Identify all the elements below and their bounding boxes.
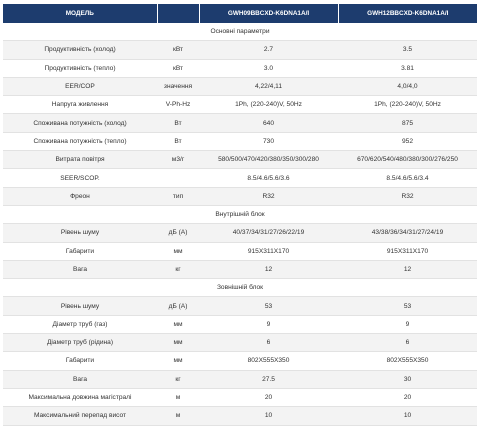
table-row xyxy=(3,132,477,150)
table-row xyxy=(3,59,477,77)
unit-cell: м xyxy=(157,388,199,406)
spec-table xyxy=(3,4,477,426)
value-model-b-cell: 875 xyxy=(338,114,477,132)
section-title: Основні параметри xyxy=(3,23,477,41)
unit-cell: мм xyxy=(157,334,199,352)
value-model-a-cell: 20 xyxy=(199,388,338,406)
value-model-a-cell: 730 xyxy=(199,132,338,150)
unit-cell: дБ (А) xyxy=(157,224,199,242)
param-name-cell: Продуктивність (холод) xyxy=(3,41,157,59)
param-name-cell: EER/COP xyxy=(3,77,157,95)
unit-cell: тип xyxy=(157,187,199,205)
value-model-a-cell: 1Ph, (220-240)V, 50Hz xyxy=(199,96,338,114)
table-row xyxy=(3,388,477,406)
param-name-cell: Рівень шуму xyxy=(3,224,157,242)
value-model-b-cell: R32 xyxy=(338,187,477,205)
table-row xyxy=(3,260,477,278)
param-name-cell: Максимальна довжина магістралі xyxy=(3,388,157,406)
unit-cell: мм xyxy=(157,352,199,370)
unit-cell: Вт xyxy=(157,132,199,150)
unit-cell: значення xyxy=(157,77,199,95)
value-model-b-cell: 20 xyxy=(338,388,477,406)
unit-cell xyxy=(157,169,199,187)
table-row xyxy=(3,224,477,242)
value-model-a-cell: 3.0 xyxy=(199,59,338,77)
value-model-b-cell: 8.5/4.6/5.6/3.4 xyxy=(338,169,477,187)
unit-cell: м xyxy=(157,407,199,425)
table-row xyxy=(3,242,477,260)
value-model-a-cell: 10 xyxy=(199,407,338,425)
param-name-cell: Фреон xyxy=(3,187,157,205)
table-row xyxy=(3,187,477,205)
section-row xyxy=(3,205,477,223)
value-model-b-cell: 12 xyxy=(338,260,477,278)
param-name-cell: Витрата повітря xyxy=(3,151,157,169)
param-name-cell: SEER/SCOP. xyxy=(3,169,157,187)
value-model-b-cell: 30 xyxy=(338,370,477,388)
value-model-b-cell: 1Ph, (220-240)V, 50Hz xyxy=(338,96,477,114)
value-model-a-cell: 8.5/4.6/5.6/3.6 xyxy=(199,169,338,187)
value-model-b-cell: 952 xyxy=(338,132,477,150)
value-model-b-cell: 53 xyxy=(338,297,477,315)
value-model-b-cell: 10 xyxy=(338,407,477,425)
section-title: Зовнішній блок xyxy=(3,279,477,297)
value-model-a-cell: 6 xyxy=(199,334,338,352)
section-row xyxy=(3,279,477,297)
value-model-a-cell: 12 xyxy=(199,260,338,278)
param-name-cell: Максимальний перепад висот xyxy=(3,407,157,425)
value-model-b-cell: 43/38/36/34/31/27/24/19 xyxy=(338,224,477,242)
table-body xyxy=(3,23,477,425)
table-row xyxy=(3,315,477,333)
param-name-cell: Вага xyxy=(3,260,157,278)
table-row xyxy=(3,41,477,59)
table-header xyxy=(3,4,477,23)
value-model-b-cell: 9 xyxy=(338,315,477,333)
value-model-a-cell: 915Х311Х170 xyxy=(199,242,338,260)
header-model-b: GWH12BBCXD-K6DNA1A/I xyxy=(338,4,477,23)
value-model-b-cell: 915Х311Х170 xyxy=(338,242,477,260)
table-row xyxy=(3,77,477,95)
table-row xyxy=(3,370,477,388)
table-row xyxy=(3,169,477,187)
unit-cell: кВт xyxy=(157,41,199,59)
table-row xyxy=(3,114,477,132)
param-name-cell: Вага xyxy=(3,370,157,388)
value-model-a-cell: 640 xyxy=(199,114,338,132)
value-model-a-cell: 40/37/34/31/27/26/22/19 xyxy=(199,224,338,242)
table-row xyxy=(3,352,477,370)
param-name-cell: Споживана потужність (холод) xyxy=(3,114,157,132)
section-row xyxy=(3,23,477,41)
table-row xyxy=(3,407,477,425)
unit-cell: дБ (А) xyxy=(157,297,199,315)
table-row xyxy=(3,297,477,315)
value-model-b-cell: 3.81 xyxy=(338,59,477,77)
value-model-b-cell: 670/620/540/480/380/300/276/250 xyxy=(338,151,477,169)
unit-cell: м3/г xyxy=(157,151,199,169)
value-model-a-cell: 4,22/4,11 xyxy=(199,77,338,95)
value-model-a-cell: 27.5 xyxy=(199,370,338,388)
value-model-a-cell: 802Х555Х350 xyxy=(199,352,338,370)
param-name-cell: Габарити xyxy=(3,352,157,370)
value-model-a-cell: 2.7 xyxy=(199,41,338,59)
param-name-cell: Габарити xyxy=(3,242,157,260)
unit-cell: кг xyxy=(157,260,199,278)
unit-cell: V-Ph-Hz xyxy=(157,96,199,114)
param-name-cell: Діаметр труб (газ) xyxy=(3,315,157,333)
unit-cell: мм xyxy=(157,315,199,333)
value-model-b-cell: 802Х555Х350 xyxy=(338,352,477,370)
value-model-a-cell: 9 xyxy=(199,315,338,333)
value-model-a-cell: 53 xyxy=(199,297,338,315)
param-name-cell: Споживана потужність (тепло) xyxy=(3,132,157,150)
section-title: Внутрішній блок xyxy=(3,205,477,223)
param-name-cell: Продуктивність (тепло) xyxy=(3,59,157,77)
value-model-a-cell: 580/500/470/420/380/350/300/280 xyxy=(199,151,338,169)
param-name-cell: Рівень шуму xyxy=(3,297,157,315)
value-model-b-cell: 3.5 xyxy=(338,41,477,59)
unit-cell: Вт xyxy=(157,114,199,132)
table-row xyxy=(3,151,477,169)
value-model-b-cell: 6 xyxy=(338,334,477,352)
table-row xyxy=(3,96,477,114)
param-name-cell: Діаметр труб (рідина) xyxy=(3,334,157,352)
value-model-a-cell: R32 xyxy=(199,187,338,205)
header-unit-label xyxy=(157,4,199,23)
param-name-cell: Напруга живлення xyxy=(3,96,157,114)
unit-cell: мм xyxy=(157,242,199,260)
header-row xyxy=(3,4,477,23)
unit-cell: кг xyxy=(157,370,199,388)
header-model-a: GWH09BBCXD-K6DNA1A/I xyxy=(199,4,338,23)
header-model-label: МОДЕЛЬ xyxy=(3,4,157,23)
value-model-b-cell: 4,0/4,0 xyxy=(338,77,477,95)
unit-cell: кВт xyxy=(157,59,199,77)
table-row xyxy=(3,334,477,352)
